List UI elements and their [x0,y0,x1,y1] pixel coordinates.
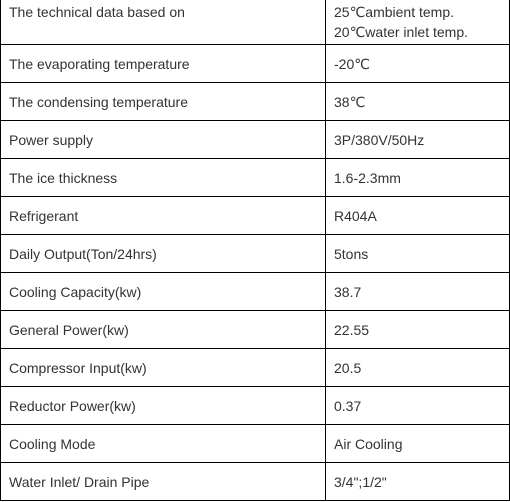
row-value: R404A [326,197,510,235]
table-row [1,83,510,121]
value-line: 25℃ambient temp. [334,4,455,20]
row-value: -20℃ [326,45,510,83]
row-value: 3/4";1/2" [326,463,510,501]
row-label: Compressor Input(kw) [1,349,326,387]
row-value: 0.37 [326,387,510,425]
row-value: 38.7 [326,273,510,311]
row-label: General Power(kw) [1,311,326,349]
table-row [1,235,510,273]
table-row [1,387,510,425]
row-value: 22.55 [326,311,510,349]
value-line: 20℃water inlet temp. [334,24,469,40]
row-value: 3P/380V/50Hz [326,121,510,159]
row-label: The evaporating temperature [1,45,326,83]
table-row [1,45,510,83]
row-label: Refrigerant [1,197,326,235]
table-row [1,273,510,311]
row-label: Power supply [1,121,326,159]
row-label: Reductor Power(kw) [1,387,326,425]
row-value: 38℃ [326,83,510,121]
table-row [1,197,510,235]
row-value [326,0,510,45]
row-value: 1.6-2.3mm [326,159,510,197]
row-label: Daily Output(Ton/24hrs) [1,235,326,273]
row-label: Cooling Mode [1,425,326,463]
table-row [1,0,510,45]
row-label: Cooling Capacity(kw) [1,273,326,311]
row-value: 5tons [326,235,510,273]
row-value: 20.5 [326,349,510,387]
row-value: Air Cooling [326,425,510,463]
table-row [1,425,510,463]
row-label: The condensing temperature [1,83,326,121]
table-row [1,349,510,387]
table-row [1,121,510,159]
row-label: The technical data based on [1,0,326,45]
row-label: The ice thickness [1,159,326,197]
table-row [1,463,510,501]
table-row [1,159,510,197]
table-row [1,311,510,349]
row-label: Water Inlet/ Drain Pipe [1,463,326,501]
